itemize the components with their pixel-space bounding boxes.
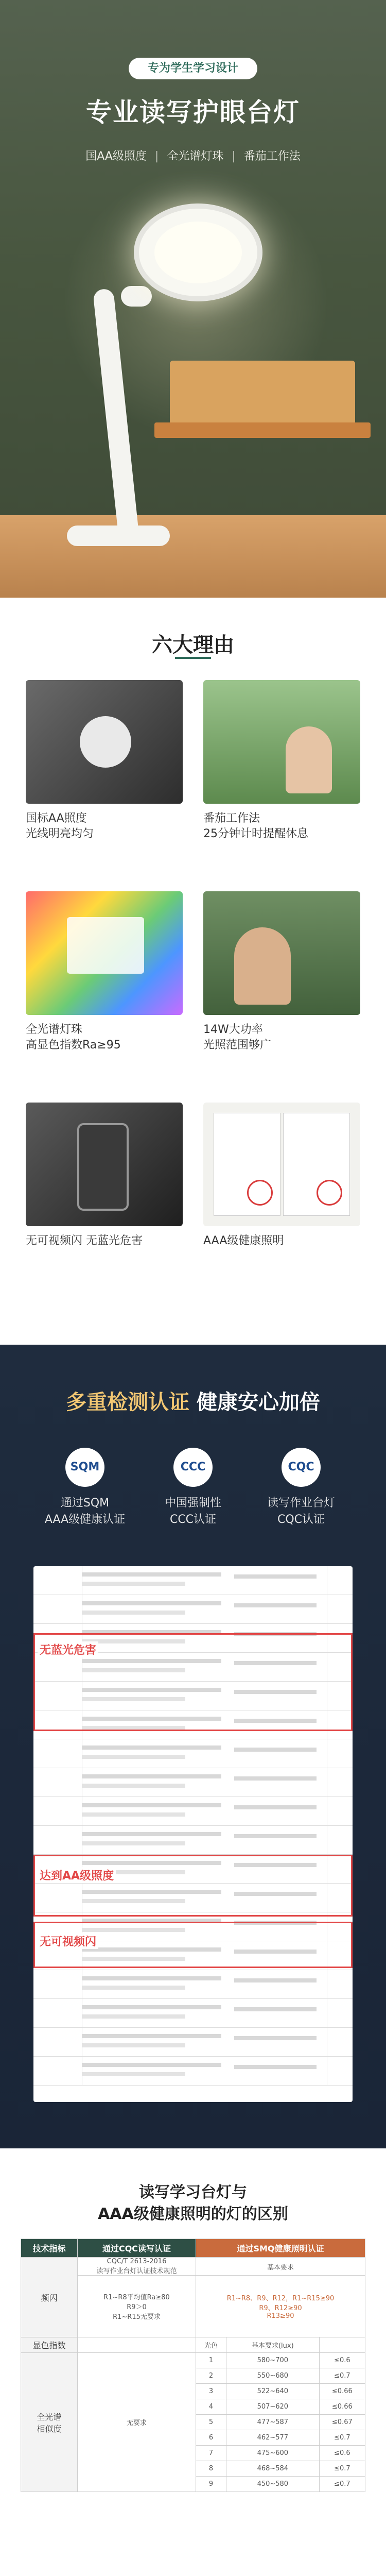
lamp-base — [67, 526, 170, 546]
range-cell: 5 — [196, 2415, 226, 2430]
certs-title — [0, 1386, 386, 1415]
report-row — [33, 2057, 353, 2086]
range-cell: 2 — [196, 2368, 226, 2384]
reason-text — [26, 1233, 183, 1249]
reason-card — [203, 891, 360, 1053]
lamp-arm — [121, 286, 152, 307]
light-spot — [80, 716, 131, 768]
report-row — [33, 1566, 353, 1595]
reasons-section — [0, 598, 386, 1345]
sqm-logo-icon: SQM — [65, 1448, 104, 1487]
compare-title-2: AAA级健康照明的灯的区别 — [98, 2205, 288, 2223]
report-row — [33, 1999, 353, 2028]
range-cell: 580~700 — [226, 2353, 319, 2368]
row-label: 显色指数 — [21, 2337, 78, 2353]
hero-title: 专业读写护眼台灯 — [86, 97, 300, 127]
reasons-title: 六大理由 — [152, 633, 234, 657]
range-cell: 7 — [196, 2446, 226, 2461]
feature-separator: | — [154, 150, 159, 163]
reason-card — [26, 891, 183, 1053]
red-stamp — [247, 1180, 273, 1206]
phone-camera — [77, 1123, 129, 1211]
row-right-col: 基本要求(lux) — [226, 2337, 319, 2353]
hero-tag: 专为学生学习设计 — [129, 58, 257, 79]
reason-text — [203, 811, 360, 842]
certificate-doc — [214, 1113, 280, 1216]
range-cell: 4 — [196, 2399, 226, 2415]
bookshelf — [170, 361, 355, 425]
row-right: R1~R8、R9、R12，R1~R15≥90 R9、R12≥90 R13≥90 — [196, 2276, 365, 2337]
reason-line1: 无可视频闪 无蓝光危害 — [26, 1234, 143, 1247]
cert-ccc — [136, 1448, 250, 1528]
range-cell: ≤0.7 — [319, 2461, 365, 2477]
row-label: 全光谱 相似度 — [21, 2353, 78, 2492]
range-cell: ≤0.7 — [319, 2477, 365, 2492]
range-cell: 450~580 — [226, 2477, 319, 2492]
row-left: R1~R8平均值Ra≥80 R9＞0 R1~R15无要求 — [78, 2276, 196, 2337]
reason-image-spectrum — [26, 891, 183, 1015]
range-cell: 468~584 — [226, 2461, 319, 2477]
table-header: 通过SMQ健康照明认证 — [196, 2239, 365, 2258]
row-left: CQC/T 2613-2016 读写作业台灯认证技术规范 — [78, 2258, 196, 2276]
range-cell: ≤0.66 — [319, 2399, 365, 2415]
certs-title-rest: 健康安心加倍 — [196, 1391, 320, 1414]
report-row — [33, 1595, 353, 1624]
cqc-logo-icon: CQC — [282, 1448, 321, 1487]
cert-line2: CCC认证 — [169, 1513, 217, 1526]
reason-card — [203, 680, 360, 842]
reason-card — [26, 680, 183, 842]
table-header-row — [21, 2239, 365, 2258]
range-cell: 522~640 — [226, 2384, 319, 2399]
reason-line2: 高显色指数Ra≥95 — [26, 1039, 121, 1052]
report-row — [33, 1797, 353, 1826]
student — [234, 927, 291, 1005]
report-row — [33, 1739, 353, 1768]
report-row — [33, 1826, 353, 1855]
feature-spectrum: 全光谱灯珠 — [167, 150, 224, 163]
table-row — [21, 2258, 365, 2276]
cert-sqm — [28, 1448, 142, 1528]
row-right: 基本要求 — [196, 2258, 365, 2276]
reason-image-power — [203, 891, 360, 1015]
range-cell: ≤0.66 — [319, 2384, 365, 2399]
cert-line2: AAA级健康认证 — [44, 1513, 126, 1526]
range-cell: 462~577 — [226, 2430, 319, 2446]
row-left — [78, 2337, 196, 2353]
cert-cqc — [244, 1448, 358, 1528]
reason-line1: 国标AA照度 — [26, 812, 87, 825]
reason-text — [26, 1022, 183, 1053]
reason-line2: 25分钟计时提醒休息 — [203, 827, 308, 840]
reason-line2: 光线明亮均匀 — [26, 827, 94, 840]
range-cell: ≤0.7 — [319, 2430, 365, 2446]
student — [286, 726, 332, 793]
feature-pomodoro: 番茄工作法 — [243, 150, 301, 163]
highlight-no-flicker: 无可视频闪 — [38, 1933, 98, 1949]
highlight-box — [33, 1855, 353, 1917]
reason-image-illuminance — [26, 680, 183, 804]
certs-title-accent: 多重检测认证 — [66, 1391, 190, 1414]
hero-features — [0, 147, 386, 163]
reason-text — [203, 1233, 360, 1249]
report-row — [33, 1768, 353, 1797]
row-right-col: 光色 — [196, 2337, 226, 2353]
table-row — [21, 2337, 365, 2353]
certs-section — [0, 1345, 386, 2148]
range-cell: 6 — [196, 2430, 226, 2446]
ccc-logo-icon: CCC — [173, 1448, 213, 1487]
test-report — [33, 1566, 353, 2102]
row-label: 频闪 — [21, 2258, 78, 2337]
table-header: 技术指标 — [21, 2239, 78, 2258]
range-cell: 1 — [196, 2353, 226, 2368]
lamp-panel — [67, 917, 144, 974]
range-cell: ≤0.7 — [319, 2368, 365, 2384]
range-cell: 477~587 — [226, 2415, 319, 2430]
cert-line2: CQC认证 — [277, 1513, 325, 1526]
range-cell: 475~600 — [226, 2446, 319, 2461]
reason-line1: AAA级健康照明 — [203, 1234, 284, 1247]
report-row — [33, 1970, 353, 1999]
range-cell: 3 — [196, 2384, 226, 2399]
range-cell: ≤0.6 — [319, 2446, 365, 2461]
cert-line1: 中国强制性 — [164, 1497, 221, 1510]
red-stamp — [317, 1180, 342, 1206]
range-cell: 550~680 — [226, 2368, 319, 2384]
cert-line1: 读写作业台灯 — [267, 1497, 335, 1510]
report-row — [33, 2028, 353, 2057]
range-cell: 8 — [196, 2461, 226, 2477]
table-row — [21, 2353, 365, 2368]
reason-card — [26, 1103, 183, 1249]
table-header: 通过CQC读写认证 — [78, 2239, 196, 2258]
desk — [0, 515, 386, 598]
reason-text — [26, 811, 183, 842]
highlight-aa-illuminance: 达到AA级照度 — [38, 1867, 116, 1883]
range-cell: ≤0.67 — [319, 2415, 365, 2430]
row-left: 无要求 — [78, 2353, 196, 2492]
feature-separator: | — [232, 150, 236, 163]
title-underline — [175, 657, 211, 659]
reason-line1: 全光谱灯珠 — [26, 1023, 83, 1036]
reason-image-certificate — [203, 1103, 360, 1226]
lamp-light — [154, 222, 242, 283]
shelf-board — [154, 422, 371, 438]
cert-line1: 通过SQM — [60, 1497, 110, 1510]
compare-title-1: 读写学习台灯与 — [139, 2183, 247, 2201]
highlight-no-blue-light: 无蓝光危害 — [38, 1641, 98, 1657]
reason-text — [203, 1022, 360, 1053]
range-cell: 507~620 — [226, 2399, 319, 2415]
certificate-doc — [283, 1113, 350, 1216]
reason-line2: 光照范围够广 — [203, 1039, 272, 1052]
range-cell: ≤0.6 — [319, 2353, 365, 2368]
hero-section — [0, 0, 386, 598]
comparison-table — [21, 2239, 365, 2492]
reason-card — [203, 1103, 360, 1249]
feature-aa: 国AA级照度 — [85, 150, 147, 163]
compare-section — [0, 2148, 386, 2576]
row-right-col — [319, 2337, 365, 2353]
reason-image-flicker — [26, 1103, 183, 1226]
range-cell: 9 — [196, 2477, 226, 2492]
reason-image-pomodoro — [203, 680, 360, 804]
reason-line1: 14W大功率 — [203, 1023, 263, 1036]
reason-line1: 番茄工作法 — [203, 812, 260, 825]
